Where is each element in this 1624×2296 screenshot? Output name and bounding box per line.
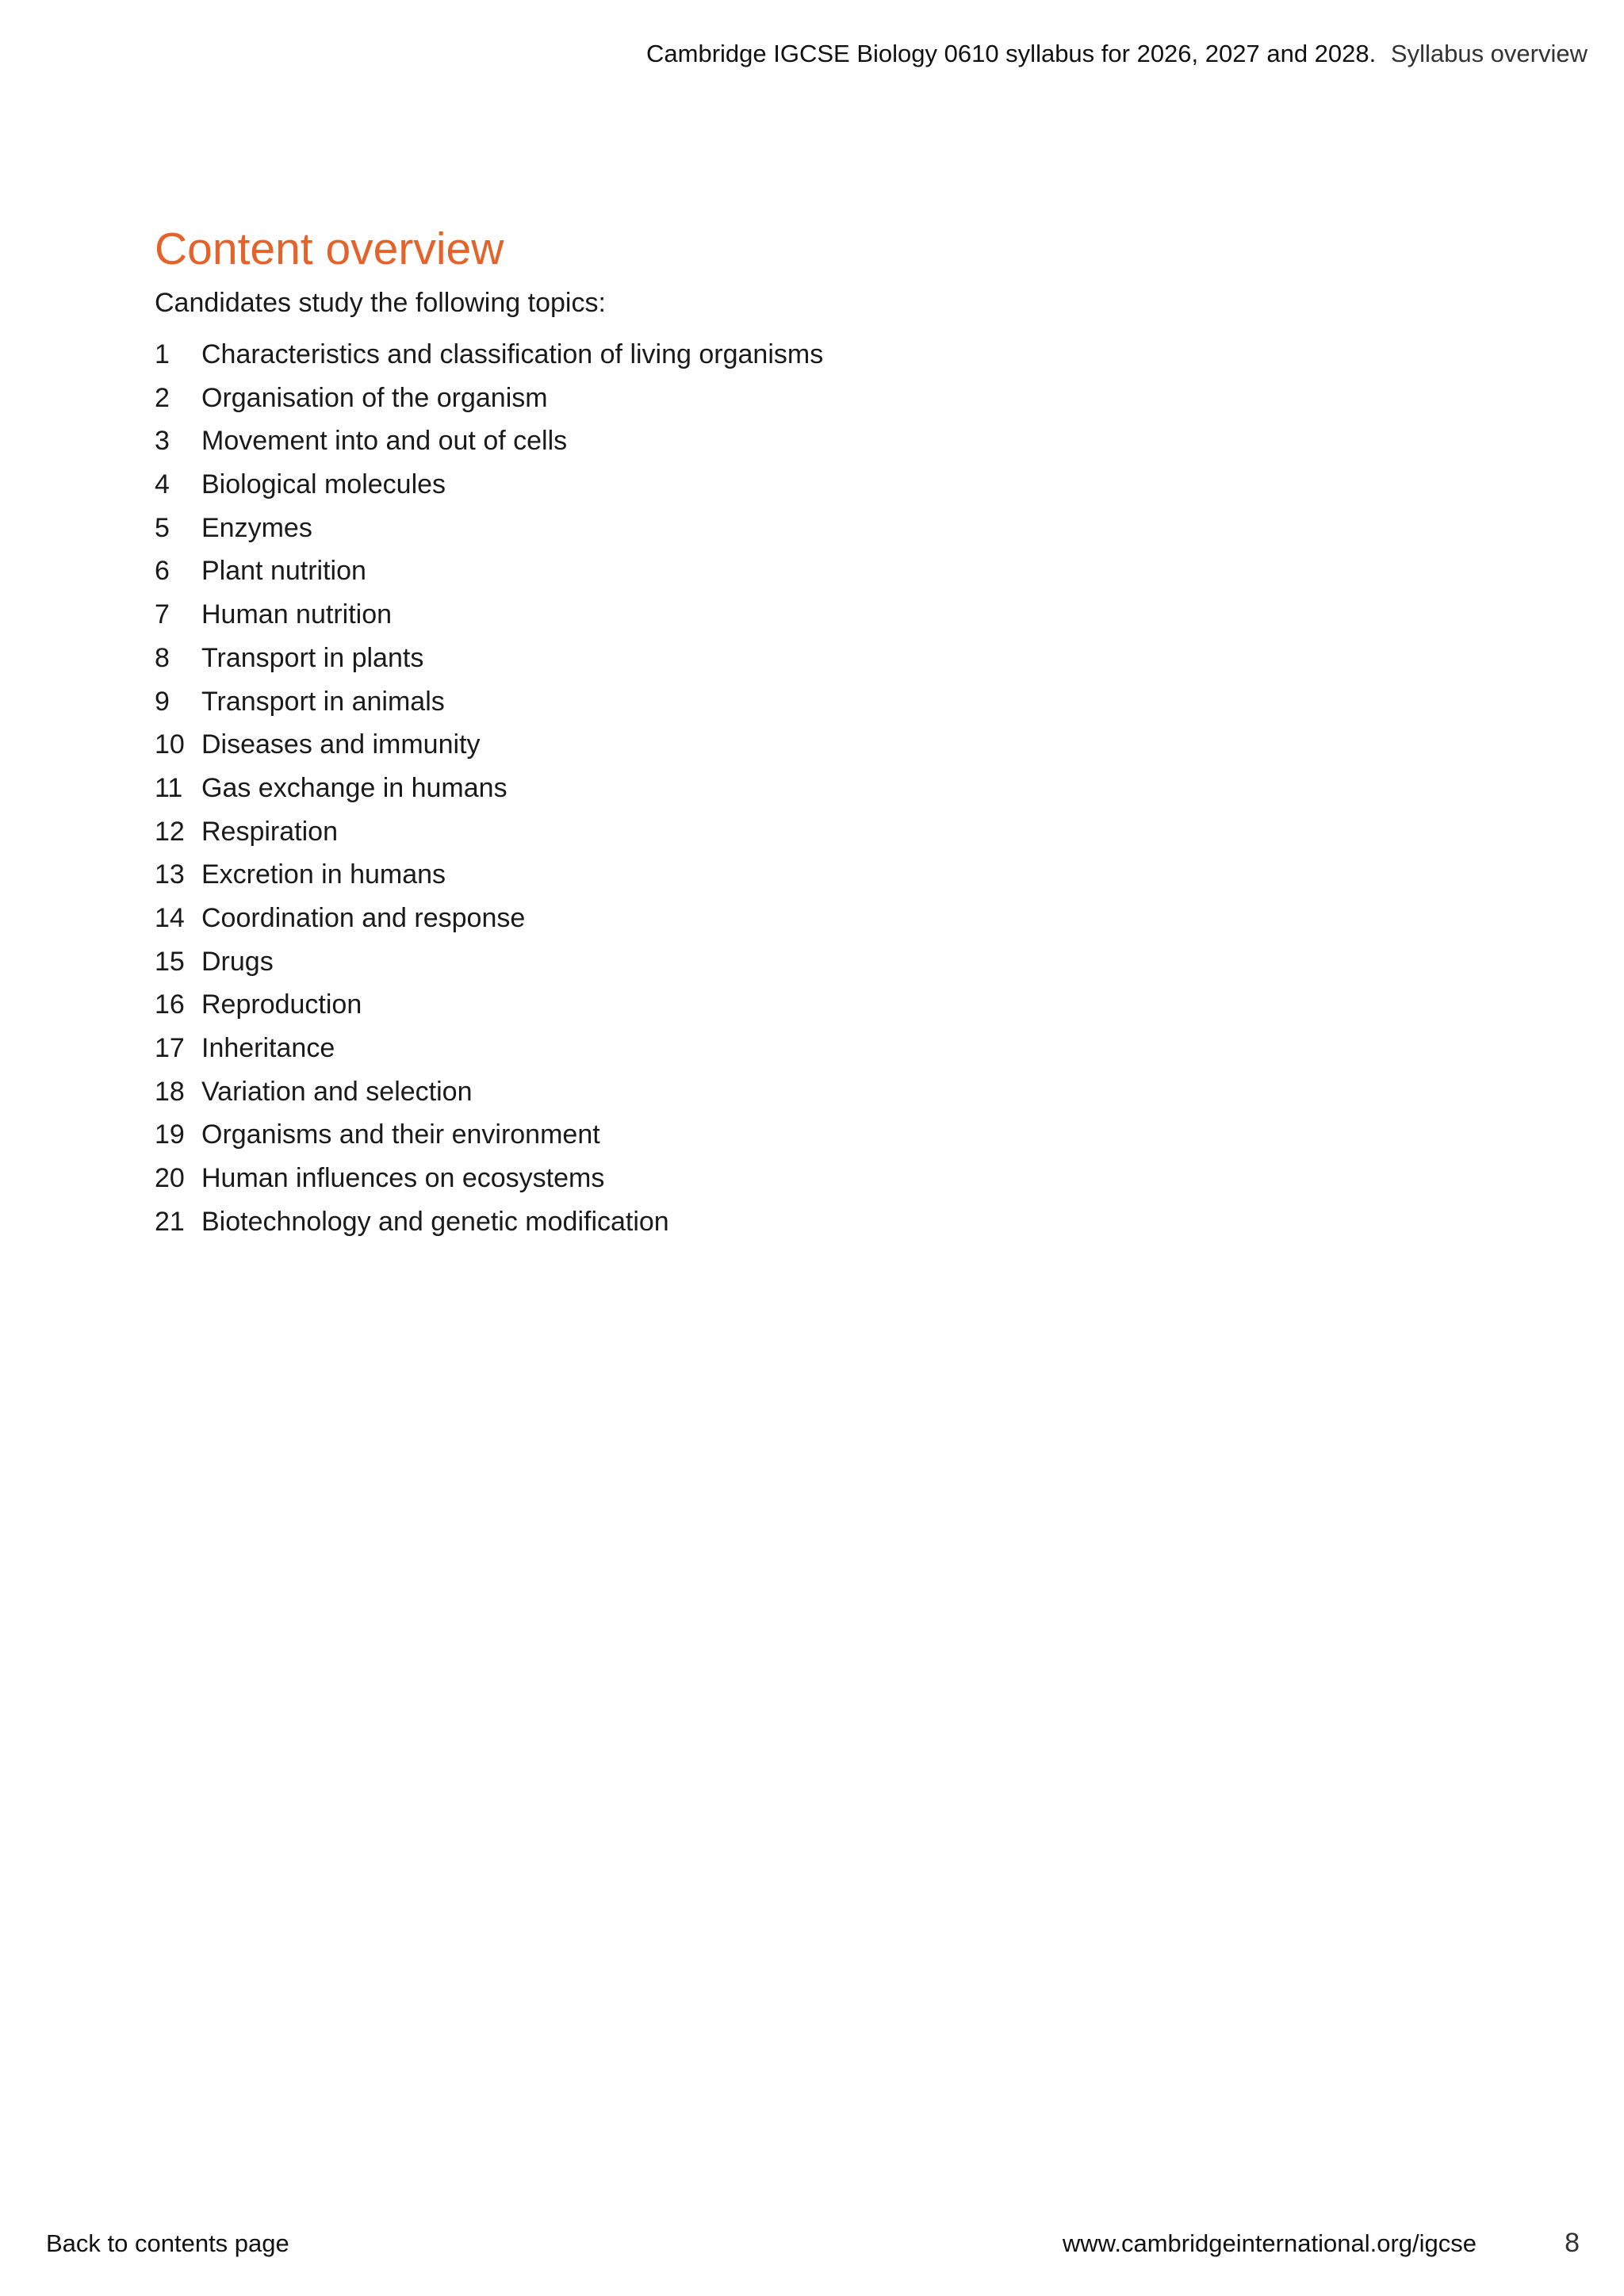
topic-title: Variation and selection: [201, 1076, 473, 1107]
topic-number: 20: [155, 1163, 185, 1194]
topic-number: 13: [155, 859, 185, 890]
topic-title: Respiration: [201, 816, 338, 847]
topic-number: 16: [155, 989, 185, 1020]
topic-title: Excretion in humans: [201, 859, 446, 890]
topic-item: [155, 983, 1503, 1027]
page-number: 8: [1565, 2228, 1580, 2258]
topic-item: [155, 1157, 1503, 1200]
topic-title: Organisation of the organism: [201, 382, 548, 413]
topic-item: [155, 333, 1503, 377]
topic-item: [155, 897, 1503, 940]
topic-title: Inheritance: [201, 1033, 335, 1063]
topic-title: Transport in animals: [201, 686, 445, 717]
topic-number: 2: [155, 382, 170, 413]
topic-item: [155, 723, 1503, 767]
topic-item: [155, 507, 1503, 550]
topic-number: 6: [155, 556, 170, 587]
topic-item: [155, 463, 1503, 507]
topic-title: Movement into and out of cells: [201, 426, 568, 457]
topic-number: 12: [155, 816, 185, 847]
topic-item: [155, 767, 1503, 810]
topic-title: Biotechnology and genetic modification: [201, 1206, 669, 1237]
topic-title: Biological molecules: [201, 469, 446, 500]
topic-title: Plant nutrition: [201, 556, 366, 587]
topic-item: [155, 637, 1503, 680]
topic-title: Reproduction: [201, 989, 362, 1020]
topic-item: [155, 377, 1503, 420]
topic-title: Diseases and immunity: [201, 729, 481, 760]
topic-number: 1: [155, 339, 170, 369]
topic-title: Human influences on ecosystems: [201, 1163, 605, 1194]
topic-item: [155, 419, 1503, 463]
topic-item: [155, 853, 1503, 897]
topic-item: [155, 810, 1503, 854]
topic-number: 15: [155, 946, 185, 977]
topic-number: 10: [155, 729, 185, 760]
topic-item: [155, 680, 1503, 724]
topic-number: 9: [155, 686, 170, 717]
topic-title: Gas exchange in humans: [201, 772, 508, 803]
topic-item: [155, 940, 1503, 984]
topic-title: Enzymes: [201, 512, 312, 543]
topic-number: 4: [155, 469, 170, 500]
topic-number: 5: [155, 512, 170, 543]
page-heading: Content overview: [155, 224, 504, 274]
topic-item: [155, 1027, 1503, 1070]
topic-item: [155, 549, 1503, 593]
topic-number: 19: [155, 1119, 185, 1150]
running-header: [646, 40, 1588, 68]
topic-title: Characteristics and classification of living organisms: [201, 339, 824, 369]
topic-number: 7: [155, 599, 170, 630]
topic-number: 17: [155, 1033, 185, 1063]
topic-number: 3: [155, 426, 170, 457]
topic-title: Transport in plants: [201, 642, 424, 673]
document-title: Cambridge IGCSE Biology 0610 syllabus for 2026, 2027 and 2028.: [646, 40, 1377, 67]
topic-item: [155, 1113, 1503, 1157]
topic-title: Human nutrition: [201, 599, 393, 630]
topic-number: 11: [155, 772, 183, 803]
website-link[interactable]: www.cambridgeinternational.org/igcse: [1062, 2229, 1477, 2257]
topic-item: [155, 593, 1503, 637]
section-name: Syllabus overview: [1390, 40, 1588, 67]
topic-title: Drugs: [201, 946, 274, 977]
topic-number: 8: [155, 642, 170, 673]
topic-number: 21: [155, 1206, 185, 1237]
back-to-contents-link[interactable]: Back to contents page: [46, 2229, 289, 2257]
topic-list: [155, 333, 1503, 1243]
topic-number: 18: [155, 1076, 185, 1107]
intro-text: Candidates study the following topics:: [155, 288, 606, 318]
topic-title: Organisms and their environment: [201, 1119, 600, 1150]
topic-item: [155, 1200, 1503, 1244]
content-overview-section: [155, 220, 1503, 1243]
topic-item: [155, 1070, 1503, 1114]
topic-title: Coordination and response: [201, 902, 526, 933]
topic-number: 14: [155, 902, 185, 933]
